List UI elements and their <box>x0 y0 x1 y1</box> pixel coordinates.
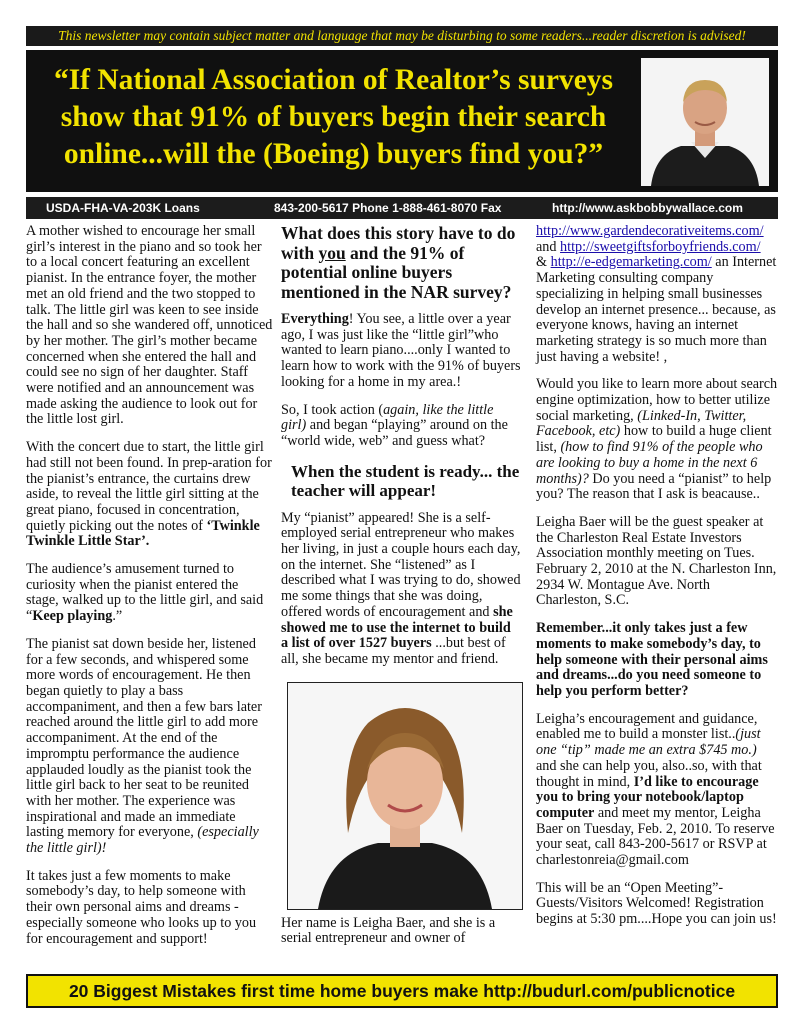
right-paragraph-3: Leigha Baer will be the guest speaker at the Charleston Real Estate Investors Association monthly meeting on Tues. February 2, 2010 at the N. Charleston Inn, 2934 W. Montague Ave. North Charleston, S.C. <box>536 513 777 609</box>
photo-caption: Her name is Leigha Baer, and she is a serial entrepreneur and owner of <box>281 914 496 947</box>
mentor-portrait-icon <box>288 683 522 909</box>
headline-panel <box>26 50 778 192</box>
story-paragraph-4: The pianist sat down beside her, listened for a few seconds, and whispered some more words of encouragement. He then began quietly to play a bass accompaniment, and then a few bars later reached around the little girl to add more accompaniment. At the end of the impromptu performance the audience applauded loudly as the pianist took the little girl back to her seat to be reunited with her mother. The experience was inspirational and made an immediate lasting memory for everyone, (especially the little girl)! <box>26 635 262 857</box>
middle-paragraph-2: So, I took action (again, like the little girl) and began “playing” around on the “world wide, web” and guess what? <box>281 401 508 449</box>
contact-strip <box>26 197 778 219</box>
phone-fax: 843-200-5617 Phone 1-888-461-8070 Fax <box>274 201 502 215</box>
story-paragraph-3: The audience’s amusement turned to curiosity when the pianist entered the stage, walked up to the little girl, and said “Keep playing.” <box>26 561 264 625</box>
middle-paragraph-1: Everything! You see, a little over a year ago, I was just like the “little girl”who wanted to learn piano....only I wanted to learn how to work with the 91% of buyers looking for a home in my area.! <box>281 311 521 390</box>
story-paragraph-5: It takes just a few moments to make somebody’s day, to help someone with their own personal aims and dreams - especially someone who looks up to you for encouragement and support! <box>26 867 257 947</box>
mentor-photo <box>287 682 523 910</box>
link-e-edge[interactable]: http://e-edgemarketing.com/ <box>550 254 712 271</box>
middle-paragraph-3: My “pianist” appeared! She is a self-employed serial entrepreneur who makes her living, in just a couple hours each day, on the internet. She “listened” as I described what I was trying to do, showed me some things that she was doing, offered words of encouragement and she showed me to use the internet to build a list of over 1527 buyers ...but best of all, she became my mentor and friend. <box>281 509 521 667</box>
right-paragraph-5: Leigha’s encouragement and guidance, enabled me to build a monster list..(just one “tip” made me an extra $745 mo.) and she can help you, also..so, with that thought in mind, I’d like to encourage you to bring your notebook/laptop computer and meet my mentor, Leigha Baer on Tuesday, Feb. 2, 2010. To reserve your seat, call 843-200-5617 or RSVP at charlestonreia@gmail.com <box>536 710 775 869</box>
agent-portrait-icon <box>641 58 769 186</box>
student-teacher-heading: When the student is ready... the teacher will appear! <box>291 461 520 501</box>
column-middle <box>281 224 521 959</box>
column-story <box>26 224 274 959</box>
right-paragraph-6: This will be an “Open Meeting”- Guests/Visitors Welcomed! Registration begins at 5:30 pm....Hope you can join us! <box>536 879 777 928</box>
footer-banner[interactable]: 20 Biggest Mistakes first time home buyers make http://budurl.com/publicnotice <box>26 974 778 1008</box>
question-heading: What does this story have to do with you and the 91% of potential online buyers mentioned in the NAR survey? <box>281 223 516 302</box>
story-paragraph-1: A mother wished to encourage her small girl’s interest in the piano and so took her to a local concert featuring an excellent pianist. In the entrance foyer, the mother met an old friend and the two stopped to talk. The little girl was keen to see inside the hall and so she wandered off, unnoticed by her mother. The girl’s mother became concerned when she entered the hall and could see no sign of her daughter. Staff were notified and an announcement was made asking the audience to look out for the little lost girl. <box>26 223 273 428</box>
website-link[interactable]: http://www.askbobbywallace.com <box>552 201 743 215</box>
right-paragraph-1: http://www.gardendecorativeitems.com/ and http://sweetgiftsforboyfriends.com/ & http://e-edgemarketing.com/ an Internet Marketing consulting company specializing in helping small businesses develop an internet presence... because, as everyone knows, having an internet marketing strategy is so much more than just having a website! , <box>536 223 777 365</box>
loan-types: USDA-FHA-VA-203K Loans <box>46 201 200 215</box>
right-paragraph-4: Remember...it only takes just a few moments to make somebody’s day, to help someone with their personal aims and dreams...do you need someone to help you perform better? <box>536 620 768 699</box>
agent-photo <box>641 58 769 186</box>
headline: “If National Association of Realtor’s surveys show that 91% of buyers begin their search online...will the (Boeing) buyers find you?” <box>53 64 614 170</box>
disclaimer-banner: This newsletter may contain subject matter and language that may be disturbing to some readers...reader discretion is advised! <box>26 26 778 46</box>
column-right <box>536 224 778 940</box>
link-garden[interactable]: http://www.gardendecorativeitems.com/ <box>536 223 764 239</box>
right-paragraph-2: Would you like to learn more about search engine optimization, how to better utilize social marketing, (Linked-In, Twitter, Facebook, etc) how to build a huge client list, (how to find 91% of the people who are looking to buy a home in the next 6 months)? Do you need a “pianist” to help you? The reason that I ask is beacause.. <box>536 376 778 503</box>
story-paragraph-2: With the concert due to start, the little girl had still not been found. In prep-aration for the pianist’s entrance, the curtains drew aside, to reveal the little girl sitting at the great piano, focused in concentration, quietly picking out the notes of ‘Twinkle Twinkle Little Star’. <box>26 439 272 550</box>
link-sweetgifts[interactable]: http://sweetgiftsforboyfriends.com/ <box>560 238 761 255</box>
